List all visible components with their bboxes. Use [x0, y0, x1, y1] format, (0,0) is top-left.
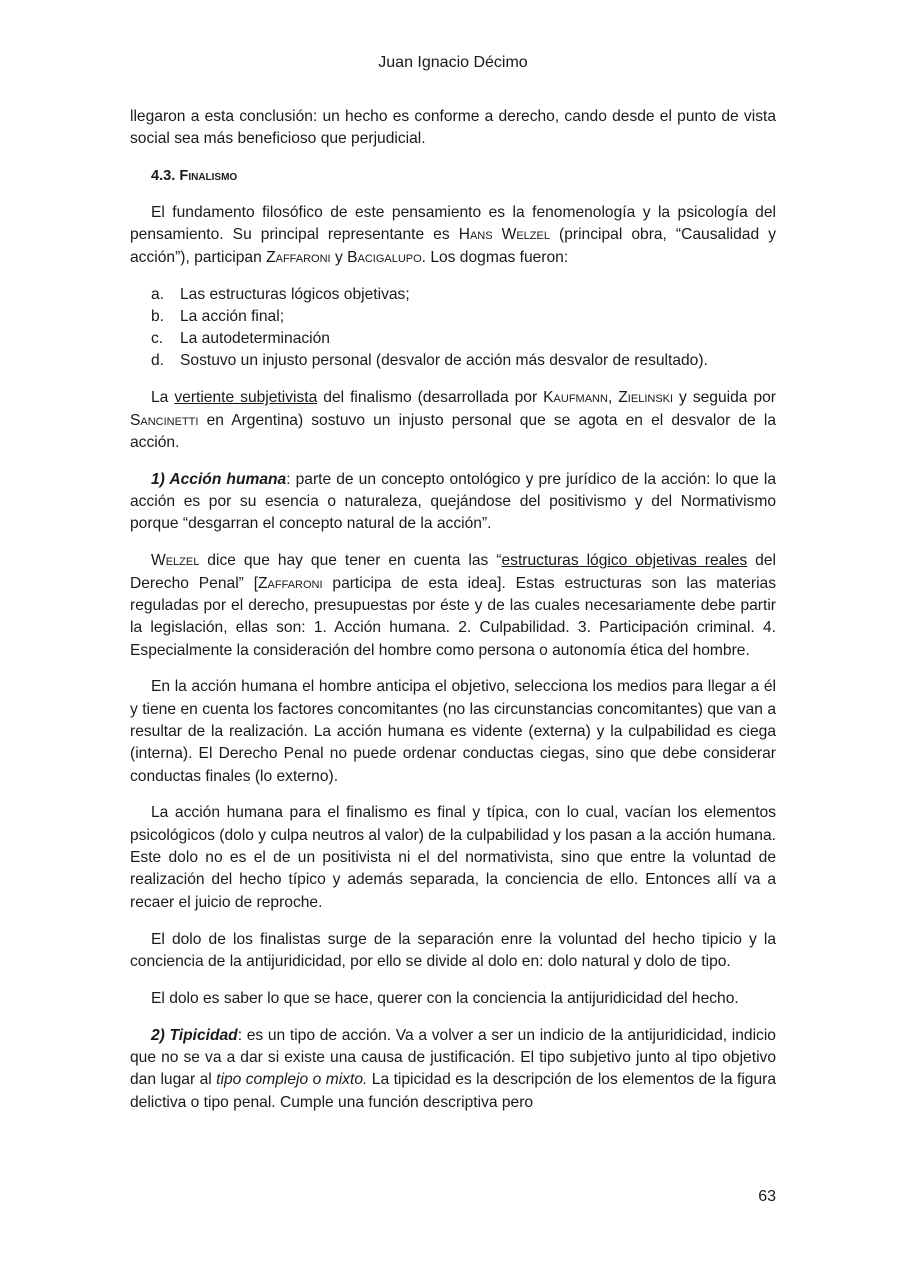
author-name: Zaffaroni	[258, 574, 323, 592]
text-run: : parte de un concepto ontológico y pre jurídico de la acción: lo que la acción es por su esencia o naturaleza, quejándose del positivismo y del Normativismo porque “desgarran el concepto natural de la acción”.	[130, 470, 776, 533]
text-run: . Los dogmas fueron:	[421, 248, 569, 266]
list-item	[151, 306, 776, 328]
underlined-term: vertiente subjetivista	[174, 389, 318, 407]
text-run: El fundamento filosófico de este pensamiento es la fenomenología y la psicología del pensamiento. Su principal representante es	[130, 204, 776, 244]
list-item-text: La autodeterminación	[180, 330, 330, 348]
author-name: Bacigalupo	[347, 248, 422, 266]
list-item	[151, 328, 776, 350]
text-run: : es un tipo de acción. Va a volver a ser un indicio de la antijuridicidad, indicio que no se va a dar si existe una causa de justificación. El tipo subjetivo junto al tipo objetivo dan lugar al	[130, 1026, 776, 1089]
paragraph-dolo-finalistas: El dolo de los finalistas surge de la separación enre la voluntad del hecho tipicio y la conciencia de la antijuridicidad, por ello se divide al dolo en: dolo natural y dolo de tipo.	[130, 930, 776, 970]
list-marker: b.	[151, 307, 165, 325]
paragraph-tipicidad	[130, 1025, 776, 1114]
paragraph-accion-final-tipica: La acción humana para el finalismo es final y típica, con lo cual, vacían los elementos psicológicos (dolo y culpa neutros al valor) de la culpabilidad y los pasan a la acción humana. Este dolo no es el de un positivista ni el del normativista, sino que entre la voluntad de realización del hecho típico y además separada, la conciencia de ello. Entonces allí va a recaer el juicio de reproche.	[130, 804, 776, 911]
section-heading	[130, 165, 776, 187]
list-item	[151, 284, 776, 306]
text-run: (principal obra, “Causalidad y acción”), participan	[130, 226, 776, 266]
list-item	[151, 350, 776, 372]
list-marker: d.	[151, 352, 165, 370]
author-name: Sancinetti	[130, 411, 199, 429]
paragraph-accion-anticipa: En la acción humana el hombre anticipa el objetivo, selecciona los medios para llegar a él y tiene en cuenta los factores concomitantes (no las circunstancias concomitantes) que van a resultar de la realización. La acción humana es vidente (externa) y la culpabilidad es ciega (interna). El Derecho Penal no puede ordenar conductas ciegas, sino que debe considerar conductas finales (lo externo).	[130, 678, 776, 785]
paragraph-vertiente-subjetivista	[130, 387, 776, 454]
paragraph-lead: 1) Acción humana	[151, 470, 287, 488]
list-item-text: Sostuvo un injusto personal (desvalor de acción más desvalor de resultado).	[180, 352, 708, 370]
list-item-text: La acción final;	[180, 307, 285, 325]
section-title: Finalismo	[179, 168, 238, 185]
list-item-text: Las estructuras lógicos objetivas;	[180, 285, 410, 303]
page-number: 63	[758, 1188, 776, 1205]
author-name: Hans Welzel	[458, 226, 550, 244]
paragraph-finalismo-intro	[130, 202, 776, 269]
list-marker: c.	[151, 330, 164, 348]
text-run: y	[330, 248, 348, 266]
dogmas-list	[130, 284, 776, 373]
italic-term: tipo complejo o mixto.	[216, 1071, 368, 1089]
paragraph-lead: 2) Tipicidad	[151, 1026, 238, 1044]
text-run: del finalismo (desarrollada por	[317, 389, 544, 407]
text-run: participa de esta idea]. Estas estructuras son las materias reguladas por el derecho, presupuestas por éste y de las cuales necesariamente debe partir la legislación, ellas son: 1. Acción humana. 2. Culpabilidad. 3. Participación criminal. 4. Especialmente la consideración del hombre como persona o autonomía ética del hombre.	[130, 574, 777, 659]
paragraph-continuation: llegaron a esta conclusión: un hecho es conforme a derecho, cando desde el punto de vista social sea más beneficioso que perjudicial.	[130, 108, 776, 148]
text-run: en Argentina) sostuvo un injusto personal que se agota en el desvalor de la acción.	[130, 411, 776, 451]
text-run: La	[151, 389, 175, 407]
paragraph-accion-humana	[130, 469, 776, 536]
text-run: del Derecho Penal” [	[130, 552, 776, 592]
author-name: Zaffaroni	[266, 248, 331, 266]
author-name: Zielinski	[618, 389, 674, 407]
paragraph-dolo-definicion: El dolo es saber lo que se hace, querer con la conciencia la antijuridicidad del hecho.	[151, 989, 739, 1007]
text-run: dice que hay que tener en cuenta las “	[199, 552, 502, 570]
list-marker: a.	[151, 285, 165, 303]
author-name: Welzel	[151, 552, 200, 570]
text-run: ,	[607, 389, 619, 407]
paragraph-welzel-estructuras	[130, 550, 776, 661]
section-number: 4.3.	[151, 168, 176, 185]
author-name: Kaufmann	[543, 389, 608, 407]
text-run: y seguida por	[673, 389, 776, 407]
page-body	[130, 106, 776, 1128]
underlined-term: estructuras lógico objetivas reales	[501, 552, 748, 570]
running-header: Juan Ignacio Décimo	[378, 54, 528, 71]
text-run: La tipicidad es la descripción de los elementos de la figura delictiva o tipo penal. Cumple una función descriptiva pero	[130, 1071, 776, 1111]
